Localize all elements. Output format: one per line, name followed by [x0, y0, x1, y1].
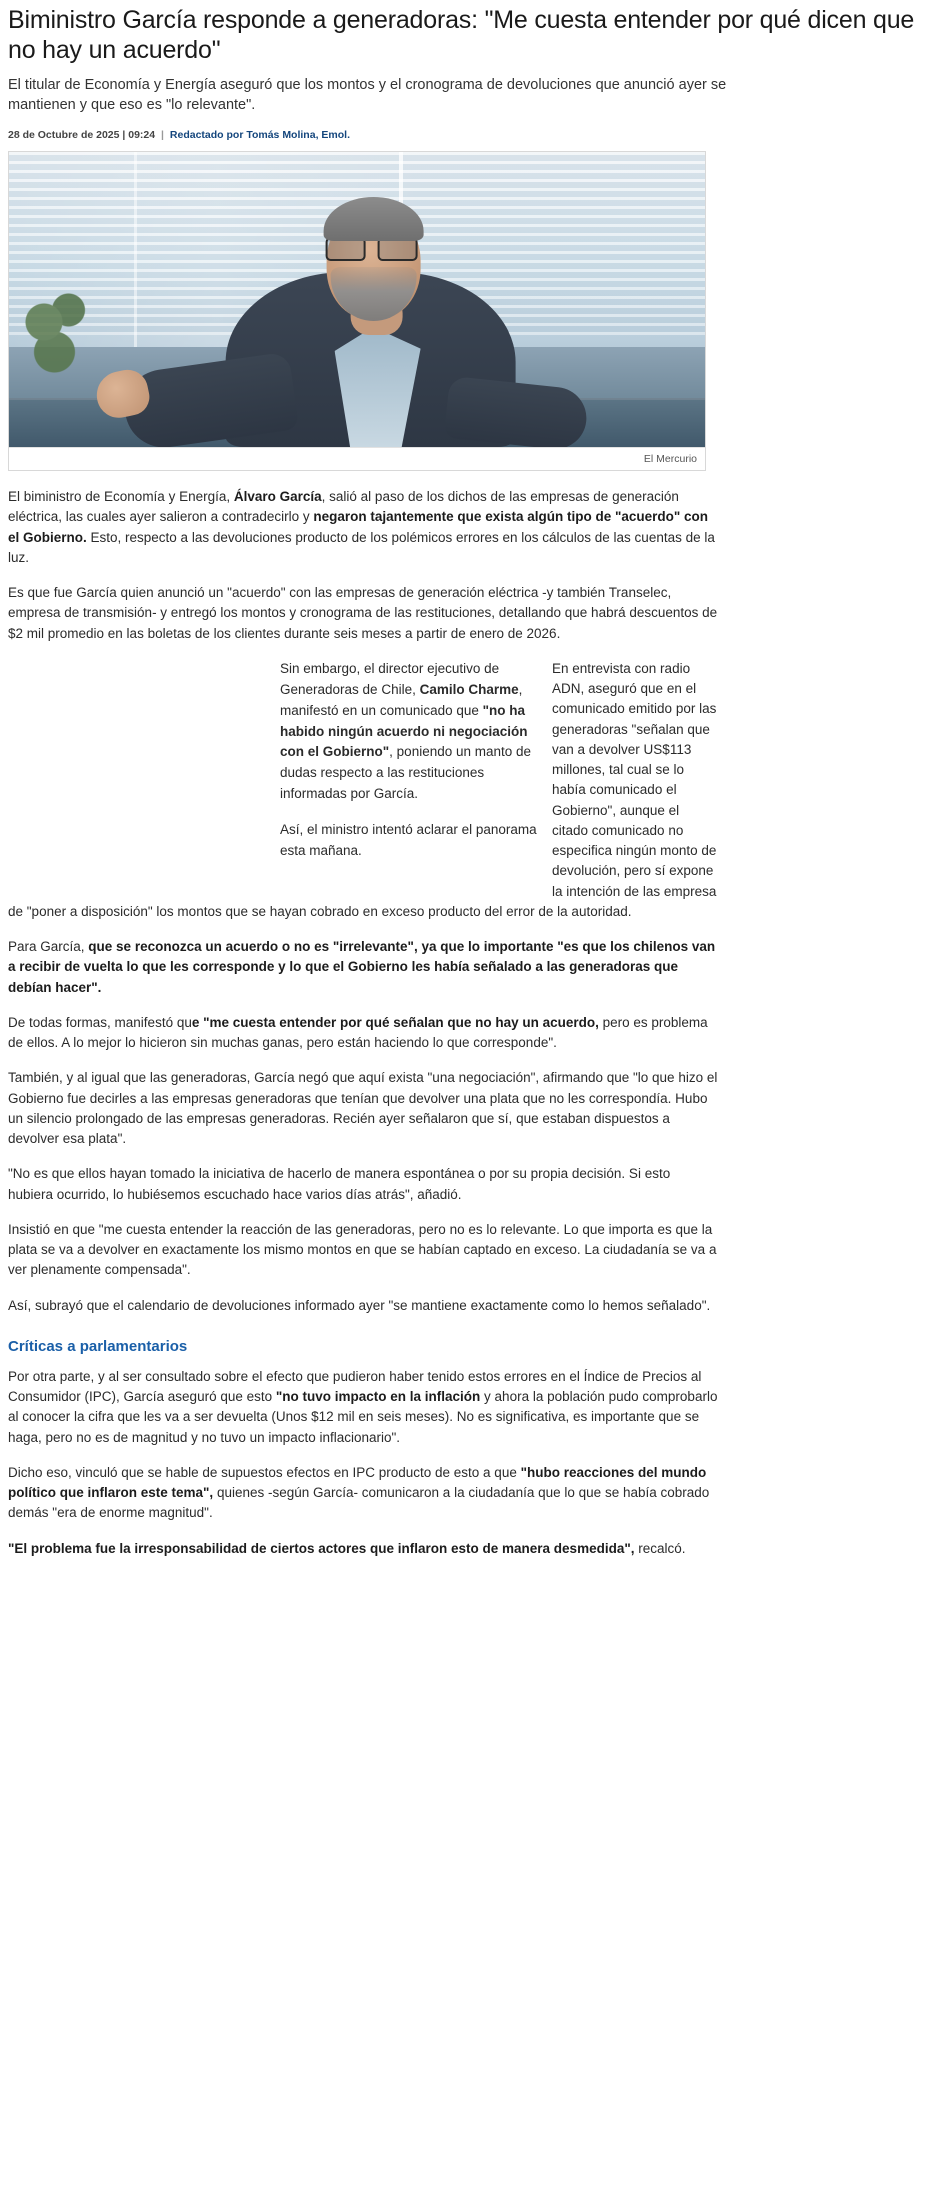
article-photo — [9, 152, 705, 447]
p4-text-a: Para García, — [8, 939, 89, 954]
paragraph-6: También, y al igual que las generadoras, García negó que aquí exista "una negociación", afirmando que "lo que hizo el Gobierno fue decirles a las empresas generadoras que tenían que devolver una plata que no les correspondía. Hubo un silencio prolongado de las empresas generadoras. Recién ayer señalaron que sí, que estaban dispuestos a devolver esa plata". — [8, 1070, 718, 1146]
pullquote — [280, 659, 552, 877]
paragraph-5 — [8, 1013, 718, 1054]
photo-credit: El Mercurio — [643, 453, 697, 465]
p5-emphasis: e "me cuesta entender por qué señalan que no hay un acuerdo, — [191, 1014, 599, 1030]
paragraph-12 — [8, 1539, 718, 1559]
p4-emphasis: que se reconozca un acuerdo o no es "irrelevante", ya que lo importante "es que los chilenos van a recibir de vuelta lo que les corresponde y lo que el Gobierno les había señalado a las generadoras que debían hacer". — [8, 939, 716, 995]
p1-person-name: Álvaro García — [233, 489, 322, 504]
page-title: Biministro García responde a generadoras: "Me cuesta entender por qué dicen que no hay un acuerdo" — [8, 6, 915, 64]
p10-text-c: y ahora la población pudo comprobarlo al conocer la cifra que les va a ser devuelta (Unos $12 mil en seis meses). No es significativa, es importante que se haga, pero no es de magnitud y no tuvo un impacto inflacionario". — [8, 1389, 718, 1445]
subject-hair — [324, 197, 424, 241]
paragraph-3: En entrevista con radio ADN, aseguró que en el comunicado emitido por las generadoras "señalan que van a devolver US$113 millones, tal cual se lo había comunicado el Gobierno", aunque el citado comunicado no especifica ningún monto de devolución, pero sí expone la intención de las empresa de "poner a disposición" los montos que se hayan cobrado en exceso producto del error de la autoridad. — [8, 660, 717, 919]
paragraph-10 — [8, 1367, 718, 1448]
p11-text-a: Dicho eso, vinculó que se hable de supuestos efectos en IPC producto de esto a que — [8, 1464, 521, 1480]
pull1-text-e: , poniendo un manto de dudas respecto a las restituciones informadas por García. — [280, 744, 532, 802]
paragraph-2: Es que fue García quien anunció un "acuerdo" con las empresas de generación eléctrica -y también Transelec, empresa de transmisión- y entregó los montos y cronograma de las restituciones, detallando que habrá descuentos de $2 mil promedio en las boletas de los clientes durante seis meses a partir de enero de 2026. — [8, 585, 718, 641]
paragraph-1 — [8, 487, 718, 568]
p12-emphasis: "El problema fue la irresponsabilidad de ciertos actores que inflaron esto de manera desmedida", — [8, 1540, 635, 1556]
byline-separator: | — [161, 129, 164, 141]
article-subhead: El titular de Economía y Energía aseguró que los montos y el cronograma de devoluciones que anunció ayer se mantienen y que eso es "lo relevante". — [8, 77, 727, 113]
p10-emphasis: "no tuvo impacto en la inflación — [275, 1389, 481, 1404]
paragraph-4 — [8, 937, 718, 998]
paragraph-11 — [8, 1463, 718, 1524]
byline — [8, 129, 933, 141]
photo-caption-bar — [9, 447, 705, 470]
p10-text-a: Por otra parte, y al ser consultado sobre el efecto que pudieron haber tenido estos errores en el Índice de Precios al Consumidor (IPC), García aseguró que esto — [8, 1368, 702, 1404]
section-heading: Críticas a parlamentarios — [8, 1337, 188, 1355]
article-body — [8, 487, 718, 1559]
pull1-person-name: Camilo Charme — [419, 681, 519, 697]
publish-date: 28 de Octubre de 2025 | 09:24 — [8, 129, 156, 141]
p5-text-c: pero es problema de ellos. A lo mejor lo hicieron sin muchas ganas, pero están haciendo lo que corresponde". — [8, 1014, 708, 1050]
pullquote-paragraph-2: Así, el ministro intentó aclarar el panorama esta mañana. — [280, 822, 537, 859]
p1-emphasis: negaron tajantemente que exista algún tipo de "acuerdo" con el Gobierno. — [8, 509, 709, 545]
window-mullion-left — [134, 152, 137, 359]
p1-text-a: El biministro de Economía y Energía, — [8, 489, 234, 504]
p1-text-c: , salió al paso de los dichos de las empresas de generación eléctrica, las cuales ayer salieron a contradecirlo y — [8, 489, 679, 525]
p12-text-b: recalcó. — [634, 1540, 686, 1556]
p5-text-a: De todas formas, manifestó qu — [8, 1014, 192, 1030]
photo-subject — [201, 192, 541, 447]
p1-text-e: Esto, respecto a las devoluciones producto de los polémicos errores en los cálculos de las cuentas de la luz. — [8, 529, 715, 565]
paragraph-9: Así, subrayó que el calendario de devoluciones informado ayer "se mantiene exactamente como lo hemos señalado". — [8, 1297, 711, 1313]
article-figure — [8, 151, 706, 471]
paragraph-8: Insistió en que "me cuesta entender la reacción de las generadoras, pero no es lo relevante. Lo que importa es que la plata se va a devolver en exactamente los mismo montos en que se habían captado en exceso. La ciudadanía se va a ver plenamente compensada". — [8, 1221, 717, 1278]
paragraph-7: "No es que ellos hayan tomado la iniciativa de hacerlo de manera espontánea o por su propia decisión. Si esto hubiera ocurrido, lo hubiésemos escuchado hace varios días atrás", añadió. — [8, 1166, 671, 1202]
plant-decor — [23, 286, 93, 406]
pull1-text-a: Sin embargo, el director ejecutivo de Generadoras de Chile, — [280, 660, 500, 697]
p11-emphasis: "hubo reacciones del mundo político que inflaron este tema", — [8, 1464, 707, 1500]
p11-text-c: quienes -según García- comunicaron a la ciudadanía que lo que se había cobrado demás "era de enorme magnitud". — [8, 1485, 710, 1521]
pullquote-block — [8, 659, 718, 922]
pull1-text-c: , manifestó en un comunicado que — [280, 681, 523, 718]
pull1-quote: "no ha habido ningún acuerdo ni negociación con el Gobierno" — [280, 702, 528, 760]
pullquote-paragraph-1 — [280, 659, 552, 805]
author-credit[interactable]: Redactado por Tomás Molina, Emol. — [169, 129, 350, 141]
